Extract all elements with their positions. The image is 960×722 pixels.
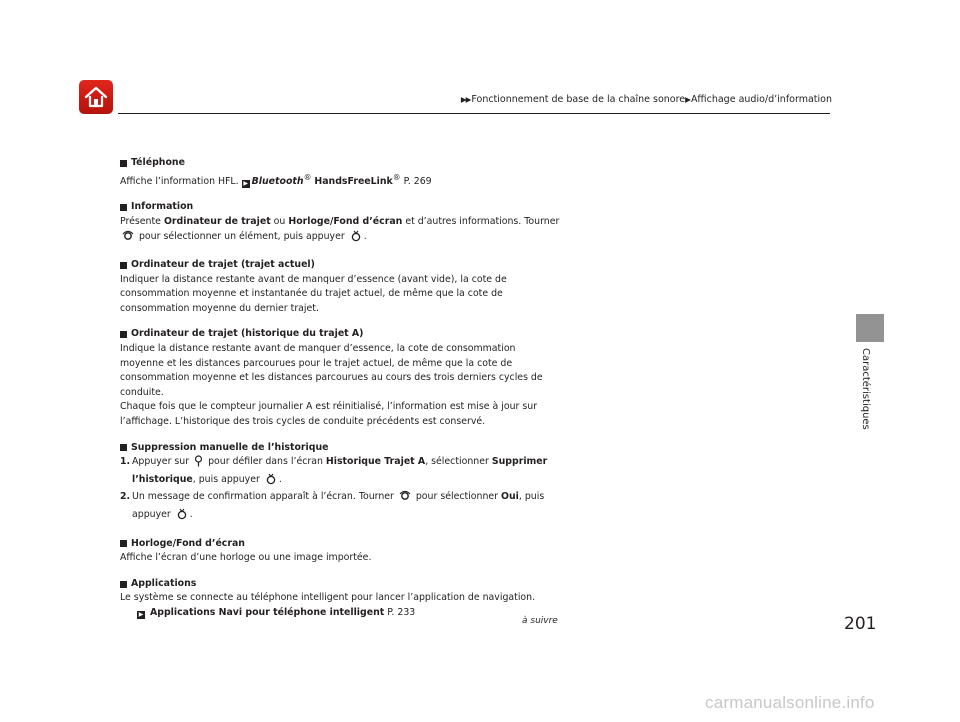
paragraph: Indiquer la distance restante avant de manquer d’essence (avant vide), la cote de consommation moyenne et instantanée du trajet actuel, de même que la cote de consommation moyenne du dernier trajet. <box>120 273 507 314</box>
text: pour défiler dans l’écran <box>208 456 323 468</box>
home-icon <box>83 85 109 109</box>
text: . <box>278 473 282 485</box>
step-1 <box>120 455 560 490</box>
reference-arrow-icon: ▶ <box>138 610 144 618</box>
text: . <box>189 509 193 520</box>
section-trip-current <box>120 258 560 316</box>
section-title-text: Information <box>131 201 194 213</box>
ref-italic: Bluetooth <box>251 175 304 187</box>
step-text <box>132 490 560 525</box>
section-apps <box>120 577 560 621</box>
push-button-icon <box>265 473 277 491</box>
push-button-icon <box>176 508 188 526</box>
section-information <box>120 200 560 247</box>
text: Présente <box>120 215 161 227</box>
text: Affiche l’information HFL. <box>120 175 239 187</box>
section-title <box>120 577 560 592</box>
scroll-button-icon <box>194 455 203 473</box>
section-trip-history <box>120 327 560 429</box>
section-title-text: Ordinateur de trajet (trajet actuel) <box>131 259 315 271</box>
section-title <box>120 537 560 552</box>
section-title <box>120 258 560 273</box>
text: ou <box>273 215 286 227</box>
header-divider <box>118 113 830 114</box>
section-telephone <box>120 156 560 189</box>
breadcrumb <box>461 94 832 105</box>
section-title-text: Téléphone <box>131 157 185 168</box>
square-bullet-icon <box>120 444 127 451</box>
reference-link[interactable]: Bluetooth® HandsFreeLink® P. 269 <box>251 172 432 187</box>
section-title <box>120 441 560 456</box>
breadcrumb-item[interactable]: Fonctionnement de base de la chaîne sonore <box>471 94 686 105</box>
paragraph: Chaque fois que le compteur journalier A est réinitialisé, l’information est mise à jour sur l’affichage. L’historique des trois cycles de conduite précédents est conservé. <box>120 401 538 428</box>
step-2 <box>120 490 560 525</box>
text: , puis appuyer <box>132 491 545 520</box>
text: , puis appuyer <box>192 473 260 485</box>
paragraph <box>120 171 560 190</box>
text: Un message de confirmation apparaît à l’écran. Tourner <box>132 491 394 503</box>
bold-text: Horloge/Fond d’écran <box>288 215 403 227</box>
section-manual-delete <box>120 441 560 526</box>
ref-name: Applications Navi pour téléphone intelligent <box>149 606 385 618</box>
section-title-text: Applications <box>131 577 197 589</box>
paragraph: Le système se connecte au téléphone intelligent pour lancer l’application de navigation. <box>120 592 536 604</box>
bold-text: Historique Trajet A <box>325 456 426 468</box>
breadcrumb-arrow-icon: ▶ <box>685 95 690 104</box>
reference-line <box>120 606 560 621</box>
text: Appuyer sur <box>132 456 190 468</box>
square-bullet-icon <box>120 204 127 211</box>
section-title-text: Ordinateur de trajet (historique du trajet A) <box>131 328 364 340</box>
square-bullet-icon <box>120 331 127 338</box>
square-bullet-icon <box>120 262 127 269</box>
text: pour sélectionner <box>415 491 499 503</box>
step-number: 1. <box>120 456 131 468</box>
continue-note: à suivre <box>522 616 558 626</box>
breadcrumb-item[interactable]: Affichage audio/d’information <box>690 94 832 105</box>
bold-text: Oui <box>501 491 519 503</box>
ref-name: HandsFreeLink <box>314 175 393 187</box>
paragraph: Affiche l’écran d’une horloge ou une image importée. <box>120 552 372 564</box>
step-number: 2. <box>120 491 131 503</box>
ref-page: P. 269 <box>403 175 432 187</box>
square-bullet-icon <box>120 540 127 547</box>
paragraph: Indique la distance restante avant de manquer d’essence, la cote de consommation moyenne et les distances parcourues pour le trajet actuel, de même que la cote de consommation moyenne et les distances parcourues au cours des trois derniers cycles de conduite. <box>120 343 543 398</box>
home-button[interactable] <box>79 80 113 114</box>
watermark: carmanualsonline.info <box>705 693 875 712</box>
text: pour sélectionner un élément, puis appuyer <box>138 230 345 242</box>
push-button-icon <box>350 230 362 248</box>
text: et d’autres informations. Tourner <box>405 215 560 227</box>
section-title <box>120 200 560 215</box>
step-text <box>132 455 560 490</box>
main-content <box>120 156 560 632</box>
chapter-tab[interactable] <box>856 314 884 342</box>
reference-link[interactable] <box>150 607 415 618</box>
breadcrumb-arrow-icon: ▶▶ <box>460 95 471 104</box>
reference-arrow-icon: ▶ <box>243 179 248 187</box>
square-bullet-icon <box>120 160 127 167</box>
section-title-text: Suppression manuelle de l’historique <box>131 441 329 453</box>
page-number: 201 <box>844 614 877 634</box>
bold-text: Supprimer l’historique <box>132 456 548 485</box>
ref-reg: ® <box>303 172 312 182</box>
bold-text: Ordinateur de trajet <box>163 215 271 227</box>
ref-page: P. 233 <box>387 606 416 618</box>
chapter-label: Caractéristiques <box>860 348 871 430</box>
text: . <box>363 230 367 242</box>
section-clock <box>120 537 560 566</box>
section-title <box>120 156 560 171</box>
selector-knob-icon <box>399 490 411 508</box>
square-bullet-icon <box>120 581 127 588</box>
section-title-text: Horloge/Fond d’écran <box>131 537 245 549</box>
text: , sélectionner <box>425 456 489 468</box>
section-title <box>120 327 560 342</box>
paragraph <box>120 215 560 247</box>
selector-knob-icon <box>122 230 134 248</box>
